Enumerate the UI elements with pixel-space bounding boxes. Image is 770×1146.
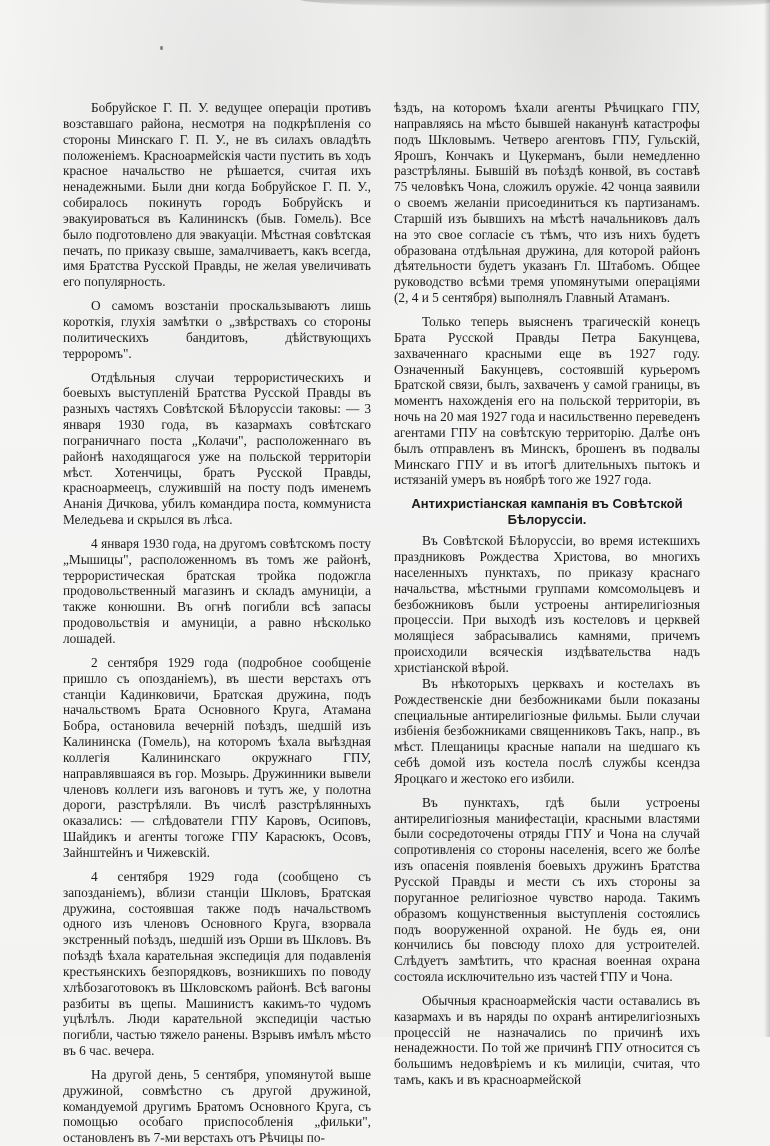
page-fold-shadow xyxy=(300,0,770,8)
left-column xyxy=(63,100,371,1146)
ink-speck xyxy=(160,46,163,50)
paragraph-continuation: ѣздъ, на которомъ ѣхали агенты Рѣчицкаго ГПУ, направляясь на мѣсто бывшей наканунѣ катастрофы подъ Шкловымъ. Четверо агентовъ ГПУ, Гульскій, Ярошъ, Кончакъ и Цукерманъ, были немедленно разстрѣляны. Бывшій въ поѣздѣ конвой, въ составѣ 75 человѣкъ Чона, сложилъ оружіе. 42 чонца заявили о своемъ желаніи присоединиться къ партизанамъ. Старшій изъ бывшихъ на мѣстѣ начальниковъ далъ на это свое согласіе съ тѣмъ, что изъ нихъ будетъ образована отдѣльная дружина, для которой районъ дѣятельности будетъ указанъ Гл. Штабомъ. Общее руководство всѣми тремя упомянутыми операціями (2, 4 и 5 сентября) выполнялъ Главный Атаманъ. xyxy=(394,100,700,306)
paragraph-christmas: Въ Совѣтской Бѣлоруссіи, во время истекшихъ праздниковъ Рождества Христова, во многихъ населенныхъ пунктахъ, по приказу краснаго начальства, мѣстными группами комсомольцевъ и безбожниковъ были устроены антирелигіозныя процессіи. При выходѣ изъ костеловъ и церквей молящіеся забрасывались камнями, причемъ происходили всяческія издѣвательства надъ христіанской вѣрой. xyxy=(394,533,700,675)
paragraph-red-army: Обычныя красноармейскія части оставались въ казармахъ и въ наряды по охранѣ антирелигіозныхъ процессій не назначались по причинѣ ихъ ненадежности. По той же причинѣ ГПУ относится съ большимъ недовѣріемъ и къ милиціи, считая, что тамъ, какъ и въ красноармейской xyxy=(394,992,700,1088)
page-edge-shadow xyxy=(764,0,770,1037)
paragraph-terror-cases: Отдѣльныя случаи террористическихъ и боевыхъ выступленій Братства Русской Правды въ разныхъ частяхъ Совѣтской Бѣлоруссіи таковы: — 3 января 1930 года, въ казармахъ совѣтскаго пограничнаго поста „Колачи", расположеннаго въ районѣ находящагося уже на польской территоріи мѣст. Хотенчицы, братъ Русской Правды, красноармеецъ, служившій на посту подъ именемъ Ананія Дичкова, убилъ командира поста, коммуниста Меледьева и скрылся въ лѣса. xyxy=(63,369,371,528)
paragraph-manifestations: Въ пунктахъ, гдѣ были устроены антирелигіозныя манифестаціи, красными властями были сосредоточены отряды ГПУ и Чона на случай сопротивленія со стороны населенія, всего же болѣе изъ опасенія появленія боевыхъ дружинъ Братства Русской Правды и мести съ ихъ стороны за поруганное религіозное чувство народа. Такимъ образомъ кощунственныя выступленія состоялись подъ вооруженной охраной. Не будь ея, они кончились бы повсюду плохо для устроителей. Слѣдуетъ замѣтить, что красная военная охрана состояла исключительно изъ частей ГПУ и Чона. xyxy=(394,794,700,985)
right-column xyxy=(394,100,700,1088)
paragraph-bakuntsev: Только теперь выясненъ трагическій конецъ Брата Русской Правды Петра Бакунцева, захваченнаго красными еще въ 1927 году. Означенный Бакунцевъ, состоявшій курьеромъ Братской связи, былъ, захваченъ у самой границы, въ моментъ нахожденія его на польской территоріи, въ ночь на 20 мая 1927 года и насильственно переведенъ агентами ГПУ на совѣтскую территорію. Далѣе онъ былъ отправленъ въ Минскъ, брошенъ въ подвалы Минскаго ГПУ и въ итогѣ длительныхъ пытокъ и истязаній умеръ въ ноябрѣ того же 1927 года. xyxy=(394,313,700,488)
paragraph-sep-5: На другой день, 5 сентября, упомянутой выше дружиной, совмѣстно съ другой дружиной, командуемой другимъ Братомъ Основного Круга, съ помощью особаго приспособленія „фильки", остановленъ въ 7-ми верстахъ отъ Рѣчицы по- xyxy=(63,1066,371,1146)
paragraph-uprising-notes: О самомъ возстаніи проскальзываютъ лишь короткія, глухія замѣтки о „звѣрствахъ со стороны политическихъ бандитовъ, дѣйствующихъ терроромъ". xyxy=(63,298,371,361)
paragraph-sep-2: 2 сентября 1929 года (подробное сообщеніе пришло съ опозданіемъ), въ шести верстахъ отъ станціи Кадинковичи, Братская дружина, подъ начальствомъ Брата Основного Круга, Атамана Бобра, остановила вечерній поѣздъ, шедшій изъ Калининска (Гомель), на которомъ ѣхала выѣздная коллегія Калининскаго окружнаго ГПУ, направлявшаяся въ гор. Мозырь. Дружинники вывели членовъ коллеги изъ вагоновъ и тутъ же, у полотна дороги, разстрѣляли. Въ числѣ разстрѣлянныхъ оказались: — слѣдователи ГПУ Каровъ, Осиповъ, Шайдикъ и агенты тогоже ГПУ Карасюкъ, Осовъ, Зайнштейнъ и Чижевскій. xyxy=(63,654,371,860)
paragraph-bobruisk: Бобруйское Г. П. У. ведущее операціи противъ возставшаго района, несмотря на подкрѣпленія со стороны Минскаго Г. П. У., не въ силахъ овладѣть положеніемъ. Красноармейскія части пустить въ ходъ красное начальство не рѣшается, считая ихъ ненадежными. Были дни когда Бобруйское Г. П. У., собиралось покинуть городъ Бобруйскъ и эвакуироваться въ Калининскъ (быв. Гомель). Все было подготовлено для эвакуаціи. Мѣстная совѣтская печать, по приказу свыше, замалчиваетъ, какъ всегда, имя Братства Русской Правды, не желая увеличивать его популярность. xyxy=(63,100,371,290)
paragraph-jan-4: 4 января 1930 года, на другомъ совѣтскомъ посту „Мышицы", расположенномъ въ томъ же районѣ, террористическая братская тройка подожгла продовольственный магазинъ и складъ амуниціи, а также конюшни. Въ огнѣ погибли всѣ запасы продовольствія и амуниціи, а равно нѣсколько лошадей. xyxy=(63,535,371,646)
paragraph-churches: Въ нѣкоторыхъ церквахъ и костелахъ въ Рождественскіе дни безбожниками были показаны специальные антирелигіозные фильмы. Были случаи избіенія безбожниками священниковъ Такъ, напр., въ мѣст. Плещаницы красные напали на шедшаго къ себѣ домой изъ костела послѣ службы ксендза Яроцкаго и жестоко его избили. xyxy=(394,675,700,786)
section-heading: Антихристіанская кампанія въ Совѣтской Бѣлоруссіи. xyxy=(411,496,683,527)
paragraph-sep-4: 4 сентября 1929 года (сообщено съ запозданіемъ), вблизи станціи Шкловъ, Братская дружина, состоявшая также подъ начальствомъ одного изъ членовъ Основного Круга, взорвала экстренный поѣздъ, шедшій изъ Орши въ Шкловъ. Въ поѣздѣ ѣхала карательная экспедиція для подавленія крестьянскихъ безпорядковъ, возникшихъ по поводу хлѣбозаготовокъ въ Шкловскомъ районѣ. Всѣ вагоны разбиты въ щепы. Машинистъ какимъ-то чудомъ уцѣлѣлъ. Люди карательной экспедиціи частью погибли, частью тяжело ранены. Взрывъ имѣлъ мѣсто въ 6 час. вечера. xyxy=(63,868,371,1059)
